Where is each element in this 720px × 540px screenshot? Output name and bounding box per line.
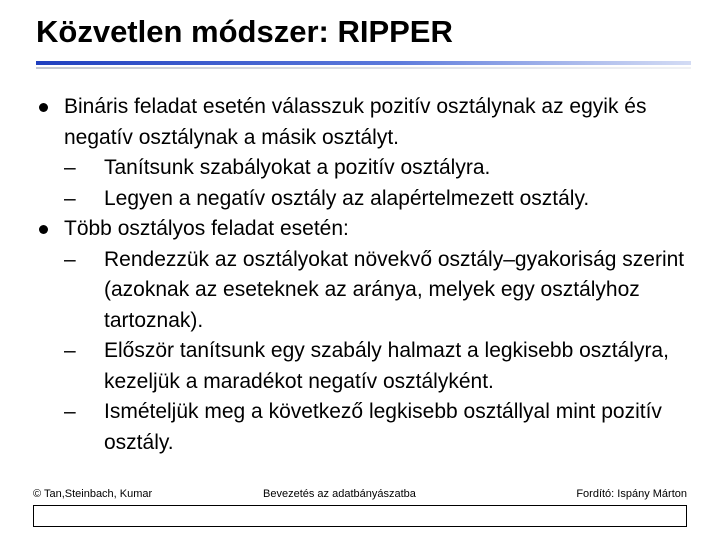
bullet-text: Több osztályos feladat esetén: [64, 217, 349, 240]
footer-course-title: Bevezetés az adatbányászatba [263, 488, 416, 500]
sub-item-text: Legyen a negatív osztály az alapértelmezett osztály. [104, 186, 590, 210]
bullet-dot-icon [39, 225, 48, 234]
footer-translator: Fordító: Ispány Márton [576, 488, 687, 500]
sub-item-text: Rendezzük az osztályokat növekvő osztály–gyakoriság szerint (azoknak az eseteknek az aránya, melyek egy osztályhoz tartoznak). [104, 247, 685, 332]
notes-box [33, 505, 687, 527]
bullet-item-binary [36, 92, 686, 153]
bullet-item-multiclass [36, 214, 686, 245]
title-underline [36, 60, 691, 72]
dash-marker: – [64, 186, 76, 210]
dash-marker: – [64, 339, 76, 362]
dash-marker: – [64, 156, 76, 179]
sub-item-text: Először tanítsunk egy szabály halmazt a legkisebb osztályra, kezeljük a maradékot negatív osztályként. [104, 339, 669, 393]
footer-copyright: © Tan,Steinbach, Kumar [33, 488, 153, 500]
bullet-text: Bináris feladat esetén válasszuk pozitív osztálynak az egyik és negatív osztálynak a másik osztályt. [64, 95, 647, 149]
bullet-dot-icon [39, 103, 48, 112]
sub-item [36, 184, 686, 215]
sub-item [36, 153, 686, 184]
sub-item [36, 245, 686, 337]
sub-item-text: Ismételjük meg a következő legkisebb osztállyal mint pozitív osztály. [104, 400, 662, 454]
dash-marker: – [64, 400, 76, 423]
dash-marker: – [64, 247, 76, 271]
sub-item-text: Tanítsunk szabályokat a pozitív osztályra. [104, 156, 491, 179]
slide-title: Közvetlen módszer: RIPPER [36, 14, 453, 49]
sub-item [36, 336, 686, 397]
sub-item [36, 397, 686, 458]
slide-body [36, 92, 686, 458]
